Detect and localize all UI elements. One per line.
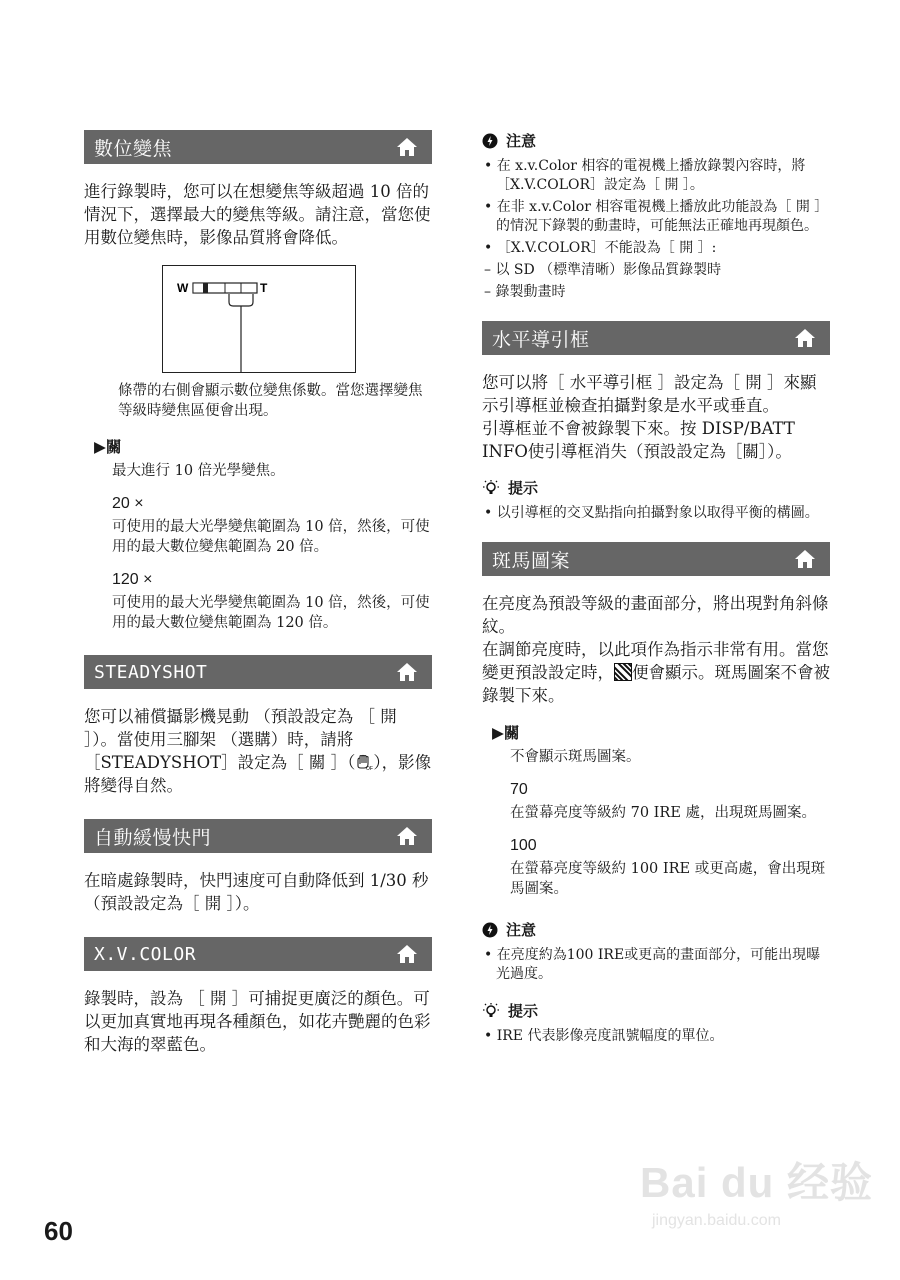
home-icon[interactable] [396, 137, 418, 157]
paragraph: 您可以將［ 水平導引框 ］設定為［ 開 ］來顯示引導框並檢查拍攝對象是水平或垂直。 [482, 373, 817, 415]
section-title: STEADYSHOT [94, 661, 208, 683]
list-item: • ［X.V.COLOR］不能設為［ 開 ］: [484, 240, 717, 256]
list-item: • 在非 x.v.Color 相容電視機上播放此功能設為［ 開 ］的情況下錄製的動畫時，可能無法正確地再現顏色。 [484, 199, 829, 234]
caution-list [482, 946, 830, 984]
right-column [482, 130, 830, 1049]
hint-icon [482, 1002, 500, 1020]
option-off-label: 關 [503, 724, 520, 742]
hint-block [482, 477, 830, 523]
list-item-text: 在 x.v.Color 相容的電視機上播放錄製內容時，將［X.V.COLOR］設定為［ 開 ］。 [496, 158, 806, 193]
zebra-text-end: 便會顯示。斑馬圖案不會被錄製下來。 [482, 663, 830, 705]
caution-icon [482, 133, 498, 149]
hint-list [482, 1027, 830, 1046]
paragraph: 進行錄製時，您可以在想變焦等級超過 10 倍的情況下，選擇最大的變焦等級。請注意，當您使用數位變焦時，影像品質將會降低。 [84, 182, 431, 247]
caution-list [482, 157, 830, 302]
option-20x-text: 可使用的最大光學變焦範圍為 10 倍，然後，可使用的最大數位變焦範圍為 20 倍。 [112, 519, 430, 555]
option-120x-label: 120 × [112, 571, 153, 588]
section-header-zebra [482, 542, 830, 576]
list-item-text: 以引導框的交叉點指向拍攝對象以取得平衡的構圖。 [496, 505, 819, 521]
hint-label: 提示 [508, 1002, 539, 1020]
home-icon[interactable] [396, 826, 418, 846]
list-item-text: IRE 代表影像亮度訊號幅度的單位。 [496, 1028, 724, 1044]
svg-text:OFF: OF [366, 766, 374, 770]
paragraph: 引導框並不會被錄製下來。按 DISP/BATT INFO使引導框消失（預設設定為［關］）。 [482, 419, 795, 461]
hint-label: 提示 [508, 479, 539, 497]
home-icon[interactable] [794, 549, 816, 569]
list-item-text: 錄製動畫時 [495, 284, 566, 300]
paragraph [482, 638, 830, 707]
list-item: • 在亮度約為100 IRE或更高的畫面部分，可能出現曝光過度。 [484, 947, 821, 982]
steadyshot-off-icon [355, 754, 373, 770]
list-subitem: – 以 SD （標準清晰）影像品質錄製時 [484, 262, 722, 278]
paragraph: 錄製時，設為 ［ 開 ］可捕捉更廣泛的顏色。可以更加真實地再現各種顏色，如花卉艷麗的色彩和大海的翠藍色。 [84, 989, 431, 1054]
zoom-bar-graphic [163, 266, 355, 372]
list-item-text: 以 SD （標準清晰）影像品質錄製時 [495, 262, 722, 278]
option-120x-text: 可使用的最大光學變焦範圍為 10 倍，然後，可使用的最大數位變焦範圍為 120 倍。 [112, 595, 430, 631]
list-item: • IRE 代表影像亮度訊號幅度的單位。 [484, 1028, 724, 1044]
caution-icon [482, 922, 498, 938]
zebra-icon [614, 663, 632, 681]
list-item-text: 在非 x.v.Color 相容電視機上播放此功能設為［ 開 ］的情況下錄製的動畫時，可能無法正確地再現顏色。 [496, 199, 829, 234]
option-off: ▶關 [94, 438, 122, 456]
list-item-text: ［X.V.COLOR］不能設為［ 開 ］: [496, 240, 717, 256]
diagram-caption: 條帶的右側會顯示數位變焦係數。當您選擇變焦等級時變焦區便會出現。 [118, 383, 423, 419]
hint-block [482, 1000, 830, 1046]
zoom-t-label: T [260, 281, 268, 295]
paragraph: 在暗處錄製時，快門速度可自動降低到 1/30 秒 （預設設定為［ 開 ］）。 [84, 871, 429, 913]
home-icon[interactable] [396, 944, 418, 964]
zoom-bar-diagram [162, 265, 356, 373]
option-70-label: 70 [510, 781, 528, 798]
caution-block [482, 919, 830, 984]
section-title: X.V.COLOR [94, 943, 197, 965]
caution-label: 注意 [506, 921, 537, 939]
section-title: 水平導引框 [492, 328, 590, 351]
option-off-text: 最大進行 10 倍光學變焦。 [112, 463, 285, 479]
section-title: 自動緩慢快門 [94, 826, 212, 849]
option-off-label: 關 [105, 438, 122, 456]
option-70-text: 在螢幕亮度等級約 70 IRE 處，出現斑馬圖案。 [510, 805, 817, 821]
list-item-text: 在亮度約為100 IRE或更高的畫面部分，可能出現曝光過度。 [496, 947, 821, 982]
left-column [84, 130, 432, 1056]
option-off-text: 不會顯示斑馬圖案。 [510, 749, 641, 765]
digital-zoom-options [94, 435, 432, 633]
section-header-digital-zoom [84, 130, 432, 164]
section-header-guide-frame [482, 321, 830, 355]
zebra-options [492, 721, 830, 899]
home-icon[interactable] [396, 662, 418, 682]
hint-list [482, 504, 830, 523]
steadyshot-text-end: ），影像將變得自然。 [84, 753, 432, 795]
section-header-xvcolor [84, 937, 432, 971]
list-subitem: – 錄製動畫時 [484, 284, 566, 300]
caution-label: 注意 [506, 132, 537, 150]
zebra-text: 在調節亮度時，以此項作為指示非常有用。當您變更預設設定時， [482, 640, 829, 682]
hint-icon [482, 479, 500, 497]
caution-block [482, 130, 830, 302]
watermark-brand: Bai du 经验 [640, 1159, 874, 1206]
steadyshot-text: 您可以補償攝影機晃動 （預設設定為 ［ 開 ］）。當使用三腳架 （選購）時，請將［STEADYSHOT］設定為［ 關 ］（ [84, 707, 397, 772]
option-20x-label: 20 × [112, 495, 144, 512]
paragraph: 在亮度為預設等級的畫面部分，將出現對角斜條紋。 [482, 594, 829, 636]
option-off: ▶關 [492, 724, 520, 742]
watermark [640, 1150, 873, 1230]
home-icon[interactable] [794, 328, 816, 348]
section-header-auto-slow-shutter [84, 819, 432, 853]
watermark-url: jingyan.baidu.com [652, 1212, 781, 1229]
list-item: • 在 x.v.Color 相容的電視機上播放錄製內容時，將［X.V.COLOR］設定為［ 開 ］。 [484, 158, 806, 193]
zoom-w-label: W [177, 281, 189, 295]
option-100-label: 100 [510, 837, 537, 854]
list-item: • 以引導框的交叉點指向拍攝對象以取得平衡的構圖。 [484, 505, 819, 521]
paragraph [84, 705, 432, 797]
page-number: 60 [44, 1216, 73, 1246]
section-title: 斑馬圖案 [492, 549, 571, 572]
section-title: 數位變焦 [94, 137, 173, 160]
section-header-steadyshot [84, 655, 432, 689]
option-100-text: 在螢幕亮度等級約 100 IRE 或更高處，會出現斑馬圖案。 [510, 861, 826, 897]
